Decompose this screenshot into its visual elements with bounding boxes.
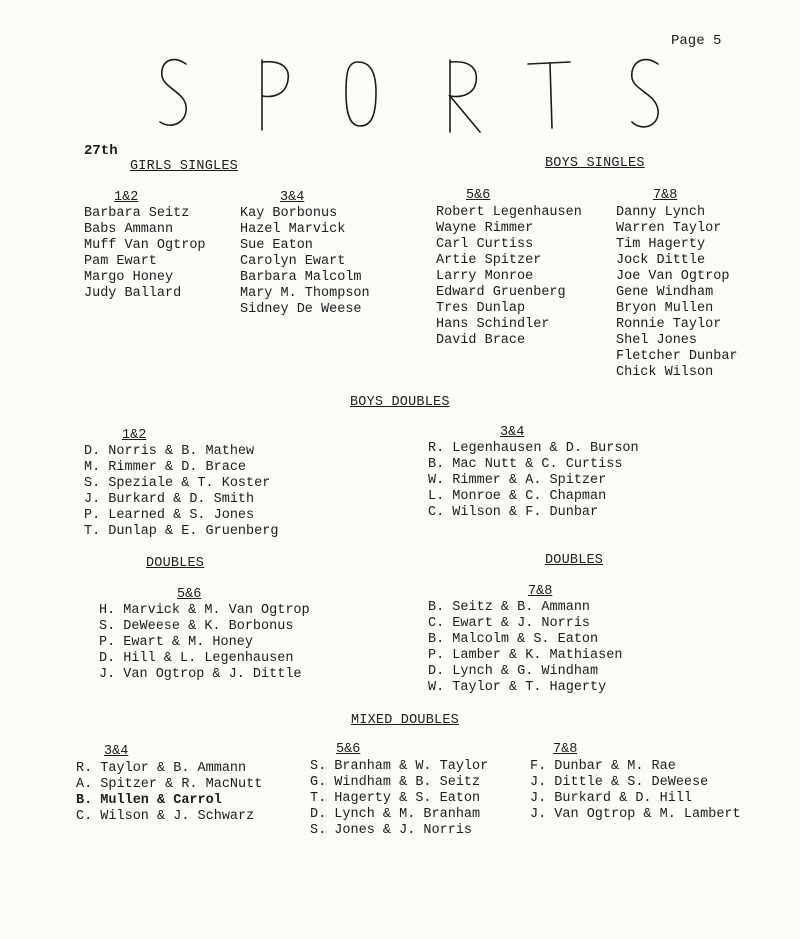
list-item: P. Learned & S. Jones	[84, 508, 255, 523]
list-item: Gene Windham	[616, 285, 714, 300]
list-item: W. Taylor & T. Hagerty	[428, 680, 607, 695]
mixed-doubles-list-3-4	[76, 761, 262, 825]
list-item: T. Dunlap & E. Gruenberg	[84, 524, 279, 539]
list-item: Margo Honey	[84, 270, 174, 285]
list-item: B. Seitz & B. Ammann	[428, 600, 591, 615]
title-letter-t	[528, 62, 570, 128]
list-item: Ronnie Taylor	[616, 317, 722, 332]
list-item: Hazel Marvick	[240, 222, 346, 237]
list-item: C. Wilson & F. Dunbar	[428, 505, 599, 520]
list-item: W. Rimmer & A. Spitzer	[428, 473, 607, 488]
girls-singles-group-label: 3&4	[280, 190, 305, 205]
list-item: Joe Van Ogtrop	[616, 269, 730, 284]
list-item: Carolyn Ewart	[240, 254, 346, 269]
boys-doubles-group-label: 1&2	[122, 428, 147, 443]
list-item: C. Ewart & J. Norris	[428, 616, 591, 631]
list-item: P. Lamber & K. Mathiasen	[428, 648, 623, 663]
list-item: Jock Dittle	[616, 253, 706, 268]
list-item: Sue Eaton	[240, 238, 313, 253]
list-item: Wayne Rimmer	[436, 221, 534, 236]
boys-doubles-list-1-2	[84, 444, 278, 540]
girls-singles-list-1-2	[84, 206, 206, 302]
list-item: Robert Legenhausen	[436, 205, 582, 220]
title-letter-r	[450, 60, 480, 132]
list-item: G. Windham & B. Seitz	[310, 775, 481, 790]
list-item: D. Hill & L. Legenhausen	[99, 651, 294, 666]
doubles-heading-right: DOUBLES	[545, 553, 604, 568]
title-letter-s2	[632, 60, 658, 127]
list-item: Artie Spitzer	[436, 253, 542, 268]
doubles-left-group-label: 5&6	[177, 587, 202, 602]
list-item: B. Mullen & Carrol	[76, 793, 222, 808]
list-item: Pam Ewart	[84, 254, 157, 269]
girls-singles-group-label: 1&2	[114, 190, 139, 205]
mixed-doubles-group-label: 5&6	[336, 742, 361, 757]
mixed-doubles-group-label: 7&8	[553, 742, 578, 757]
boys-doubles-group-label: 3&4	[500, 425, 525, 440]
list-item: Bryon Mullen	[616, 301, 714, 316]
list-item: Chick Wilson	[616, 365, 714, 380]
mixed-doubles-list-7-8	[530, 759, 741, 823]
sports-title	[150, 52, 680, 137]
list-item: J. Van Ogtrop & M. Lambert	[530, 807, 741, 822]
list-item: S. Branham & W. Taylor	[310, 759, 489, 774]
list-item: David Brace	[436, 333, 526, 348]
mixed-doubles-heading: MIXED DOUBLES	[351, 713, 459, 728]
list-item: B. Mac Nutt & C. Curtiss	[428, 457, 623, 472]
list-item: Kay Borbonus	[240, 206, 338, 221]
list-item: D. Norris & B. Mathew	[84, 444, 255, 459]
list-item: J. Dittle & S. DeWeese	[530, 775, 709, 790]
mixed-doubles-list-5-6	[310, 759, 488, 839]
list-item: R. Legenhausen & D. Burson	[428, 441, 639, 456]
boys-singles-heading: BOYS SINGLES	[545, 156, 645, 171]
list-item: S. Jones & J. Norris	[310, 823, 473, 838]
list-item: J. Burkard & D. Smith	[84, 492, 255, 507]
list-item: Larry Monroe	[436, 269, 534, 284]
list-item: H. Marvick & M. Van Ogtrop	[99, 603, 310, 618]
list-item: Judy Ballard	[84, 286, 182, 301]
list-item: Shel Jones	[616, 333, 698, 348]
doubles-right-group-label: 7&8	[528, 584, 553, 599]
list-item: M. Rimmer & D. Brace	[84, 460, 247, 475]
list-item: D. Lynch & M. Branham	[310, 807, 481, 822]
list-item: Carl Curtiss	[436, 237, 534, 252]
doubles-list-5-6	[99, 603, 310, 683]
list-item: Hans Schindler	[436, 317, 550, 332]
list-item: C. Wilson & J. Schwarz	[76, 809, 255, 824]
list-item: Warren Taylor	[616, 221, 722, 236]
boys-doubles-list-3-4	[428, 441, 639, 521]
list-item: Barbara Malcolm	[240, 270, 362, 285]
list-item: A. Spitzer & R. MacNutt	[76, 777, 263, 792]
boys-singles-list-5-6	[436, 205, 582, 349]
title-letter-s1	[160, 60, 186, 126]
list-item: T. Hagerty & S. Eaton	[310, 791, 481, 806]
doubles-heading-left: DOUBLES	[146, 556, 205, 571]
doubles-list-7-8	[428, 600, 622, 696]
list-item: Tim Hagerty	[616, 237, 706, 252]
date-label: 27th	[84, 143, 118, 159]
mixed-doubles-group-label: 3&4	[104, 744, 129, 759]
list-item: S. DeWeese & K. Borbonus	[99, 619, 294, 634]
list-item: Babs Ammann	[84, 222, 174, 237]
list-item: J. Burkard & D. Hill	[530, 791, 693, 806]
list-item: S. Speziale & T. Koster	[84, 476, 271, 491]
list-item: B. Malcolm & S. Eaton	[428, 632, 599, 647]
boys-singles-group-label: 5&6	[466, 188, 491, 203]
list-item: R. Taylor & B. Ammann	[76, 761, 247, 776]
list-item: Barbara Seitz	[84, 206, 190, 221]
boys-doubles-heading: BOYS DOUBLES	[350, 395, 450, 410]
list-item: Edward Gruenberg	[436, 285, 566, 300]
list-item: D. Lynch & G. Windham	[428, 664, 599, 679]
girls-singles-list-3-4	[240, 206, 370, 318]
list-item: L. Monroe & C. Chapman	[428, 489, 607, 504]
list-item: Danny Lynch	[616, 205, 706, 220]
title-letter-p	[262, 60, 288, 130]
list-item: Tres Dunlap	[436, 301, 526, 316]
list-item: J. Van Ogtrop & J. Dittle	[99, 667, 302, 682]
list-item: Mary M. Thompson	[240, 286, 370, 301]
list-item: Fletcher Dunbar	[616, 349, 738, 364]
list-item: Muff Van Ogtrop	[84, 238, 206, 253]
boys-singles-group-label: 7&8	[653, 188, 678, 203]
page-number: Page 5	[671, 33, 722, 49]
list-item: Sidney De Weese	[240, 302, 362, 317]
boys-singles-list-7-8	[616, 205, 738, 381]
list-item: P. Ewart & M. Honey	[99, 635, 253, 650]
girls-singles-heading: GIRLS SINGLES	[130, 159, 238, 174]
list-item: F. Dunbar & M. Rae	[530, 759, 676, 774]
title-letter-o	[346, 62, 376, 126]
